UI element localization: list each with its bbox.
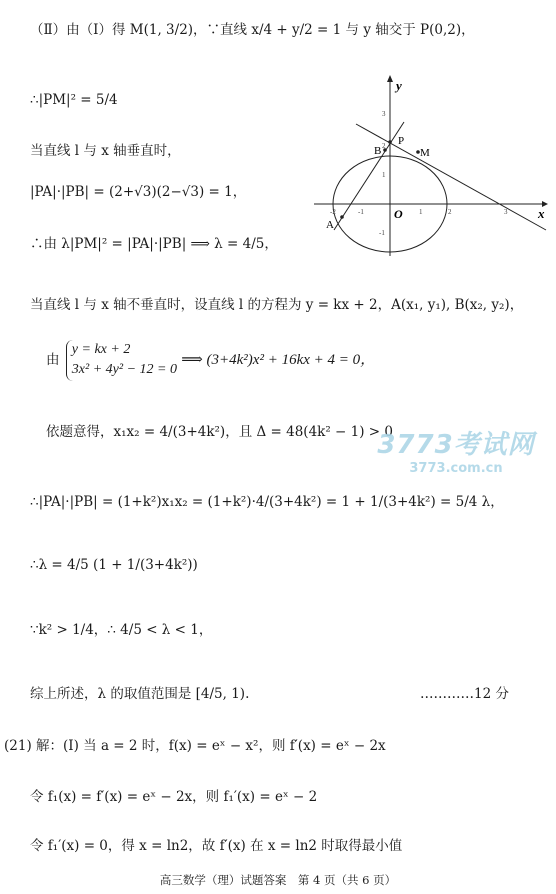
solution-line: ∴由 λ|PM|² = |PA|·|PB| ⟹ λ = 4/5， [30, 236, 278, 252]
solution-line: ∵k² > 1/4，∴ 4/5 < λ < 1， [30, 622, 213, 638]
point-P [388, 140, 392, 144]
watermark [376, 424, 536, 476]
solution-line: 令 f₁′(x) = 0，得 x = ln2，故 f′(x) 在 x = ln2 时取得最小值 [30, 838, 403, 854]
label-A: A [326, 219, 334, 231]
x-ticks [330, 208, 508, 216]
ellipse-figure [306, 72, 550, 262]
y-tick-label: 2 [382, 142, 386, 150]
x-tick-label: 1 [419, 208, 423, 216]
y-ticks [379, 110, 386, 237]
solution-line: ∴|PA|·|PB| = (1+k²)x₁x₂ = (1+k²)·4/(3+4k²) = 1 + 1/(3+4k²) = 5/4 λ， [30, 494, 504, 510]
watermark-url: 3773.com.cn [409, 461, 503, 476]
label-B: B [374, 145, 382, 157]
system-brace [66, 340, 177, 381]
solution-line: （Ⅱ）由（Ⅰ）得 M(1, 3/2)，∵直线 x/4 + y/2 = 1 与 y 轴交于 P(0,2)， [30, 22, 475, 38]
x-tick-label: 3 [504, 208, 508, 216]
y-tick-label: 1 [382, 171, 386, 179]
y-axis-label: y [396, 78, 402, 93]
solution-line: ∴λ = 4/5 (1 + 1/(3+4k²)) [30, 557, 198, 573]
solution-line: 综上所述，λ 的取值范围是 [4/5, 1). [30, 686, 250, 702]
label-M: M [420, 147, 430, 159]
solution-line: 依题意得，x₁x₂ = 4/(3+4k²)，且 Δ = 48(4k² − 1) > 0 [46, 424, 393, 440]
origin-label: O [394, 207, 403, 221]
solution-line: (21) 解：(Ⅰ) 当 a = 2 时，f(x) = eˣ − x²，则 f′(x) = eˣ − 2x [4, 738, 386, 754]
page-footer: 高三数学（理）试题答案 第 4 页（共 6 页） [159, 873, 397, 887]
solution-line: ∴|PM|² = 5/4 [30, 92, 118, 108]
x-tick-label: -2 [330, 208, 336, 216]
y-tick-label: -1 [379, 229, 385, 237]
solution-line: |PA|·|PB| = (2+√3)(2−√3) = 1， [30, 184, 247, 200]
x-tick-label: 2 [448, 208, 452, 216]
point-A [340, 215, 344, 219]
system-eq-1: y = kx + 2 [71, 342, 131, 357]
system-eq-2: 3x² + 4y² − 12 = 0 [71, 362, 177, 378]
x-tick-label: -1 [358, 208, 364, 216]
equation-system: 由 y = kx + 2 3x² + 4y² − 12 = 0 ⟹ (3+4k²)x² + 16kx + 4 = 0， [46, 340, 375, 381]
solution-line: 令 f₁(x) = f′(x) = eˣ − 2x，则 f₁′(x) = eˣ − 2 [30, 789, 318, 805]
watermark-title: 3773考试网 [377, 430, 535, 460]
y-tick-label: 3 [382, 110, 386, 118]
score-note: …………12 分 [420, 686, 509, 702]
label-P: P [398, 135, 405, 147]
y-axis-arrow [387, 75, 393, 82]
solution-line: 当直线 l 与 x 轴垂直时， [30, 143, 181, 159]
system-result: ⟹ (3+4k²)x² + 16kx + 4 = 0， [181, 351, 376, 368]
solution-line: 当直线 l 与 x 轴不垂直时，设直线 l 的方程为 y = kx + 2，A(x₁, y₁), B(x₂, y₂)， [30, 297, 524, 313]
x-axis-label: x [538, 206, 545, 221]
